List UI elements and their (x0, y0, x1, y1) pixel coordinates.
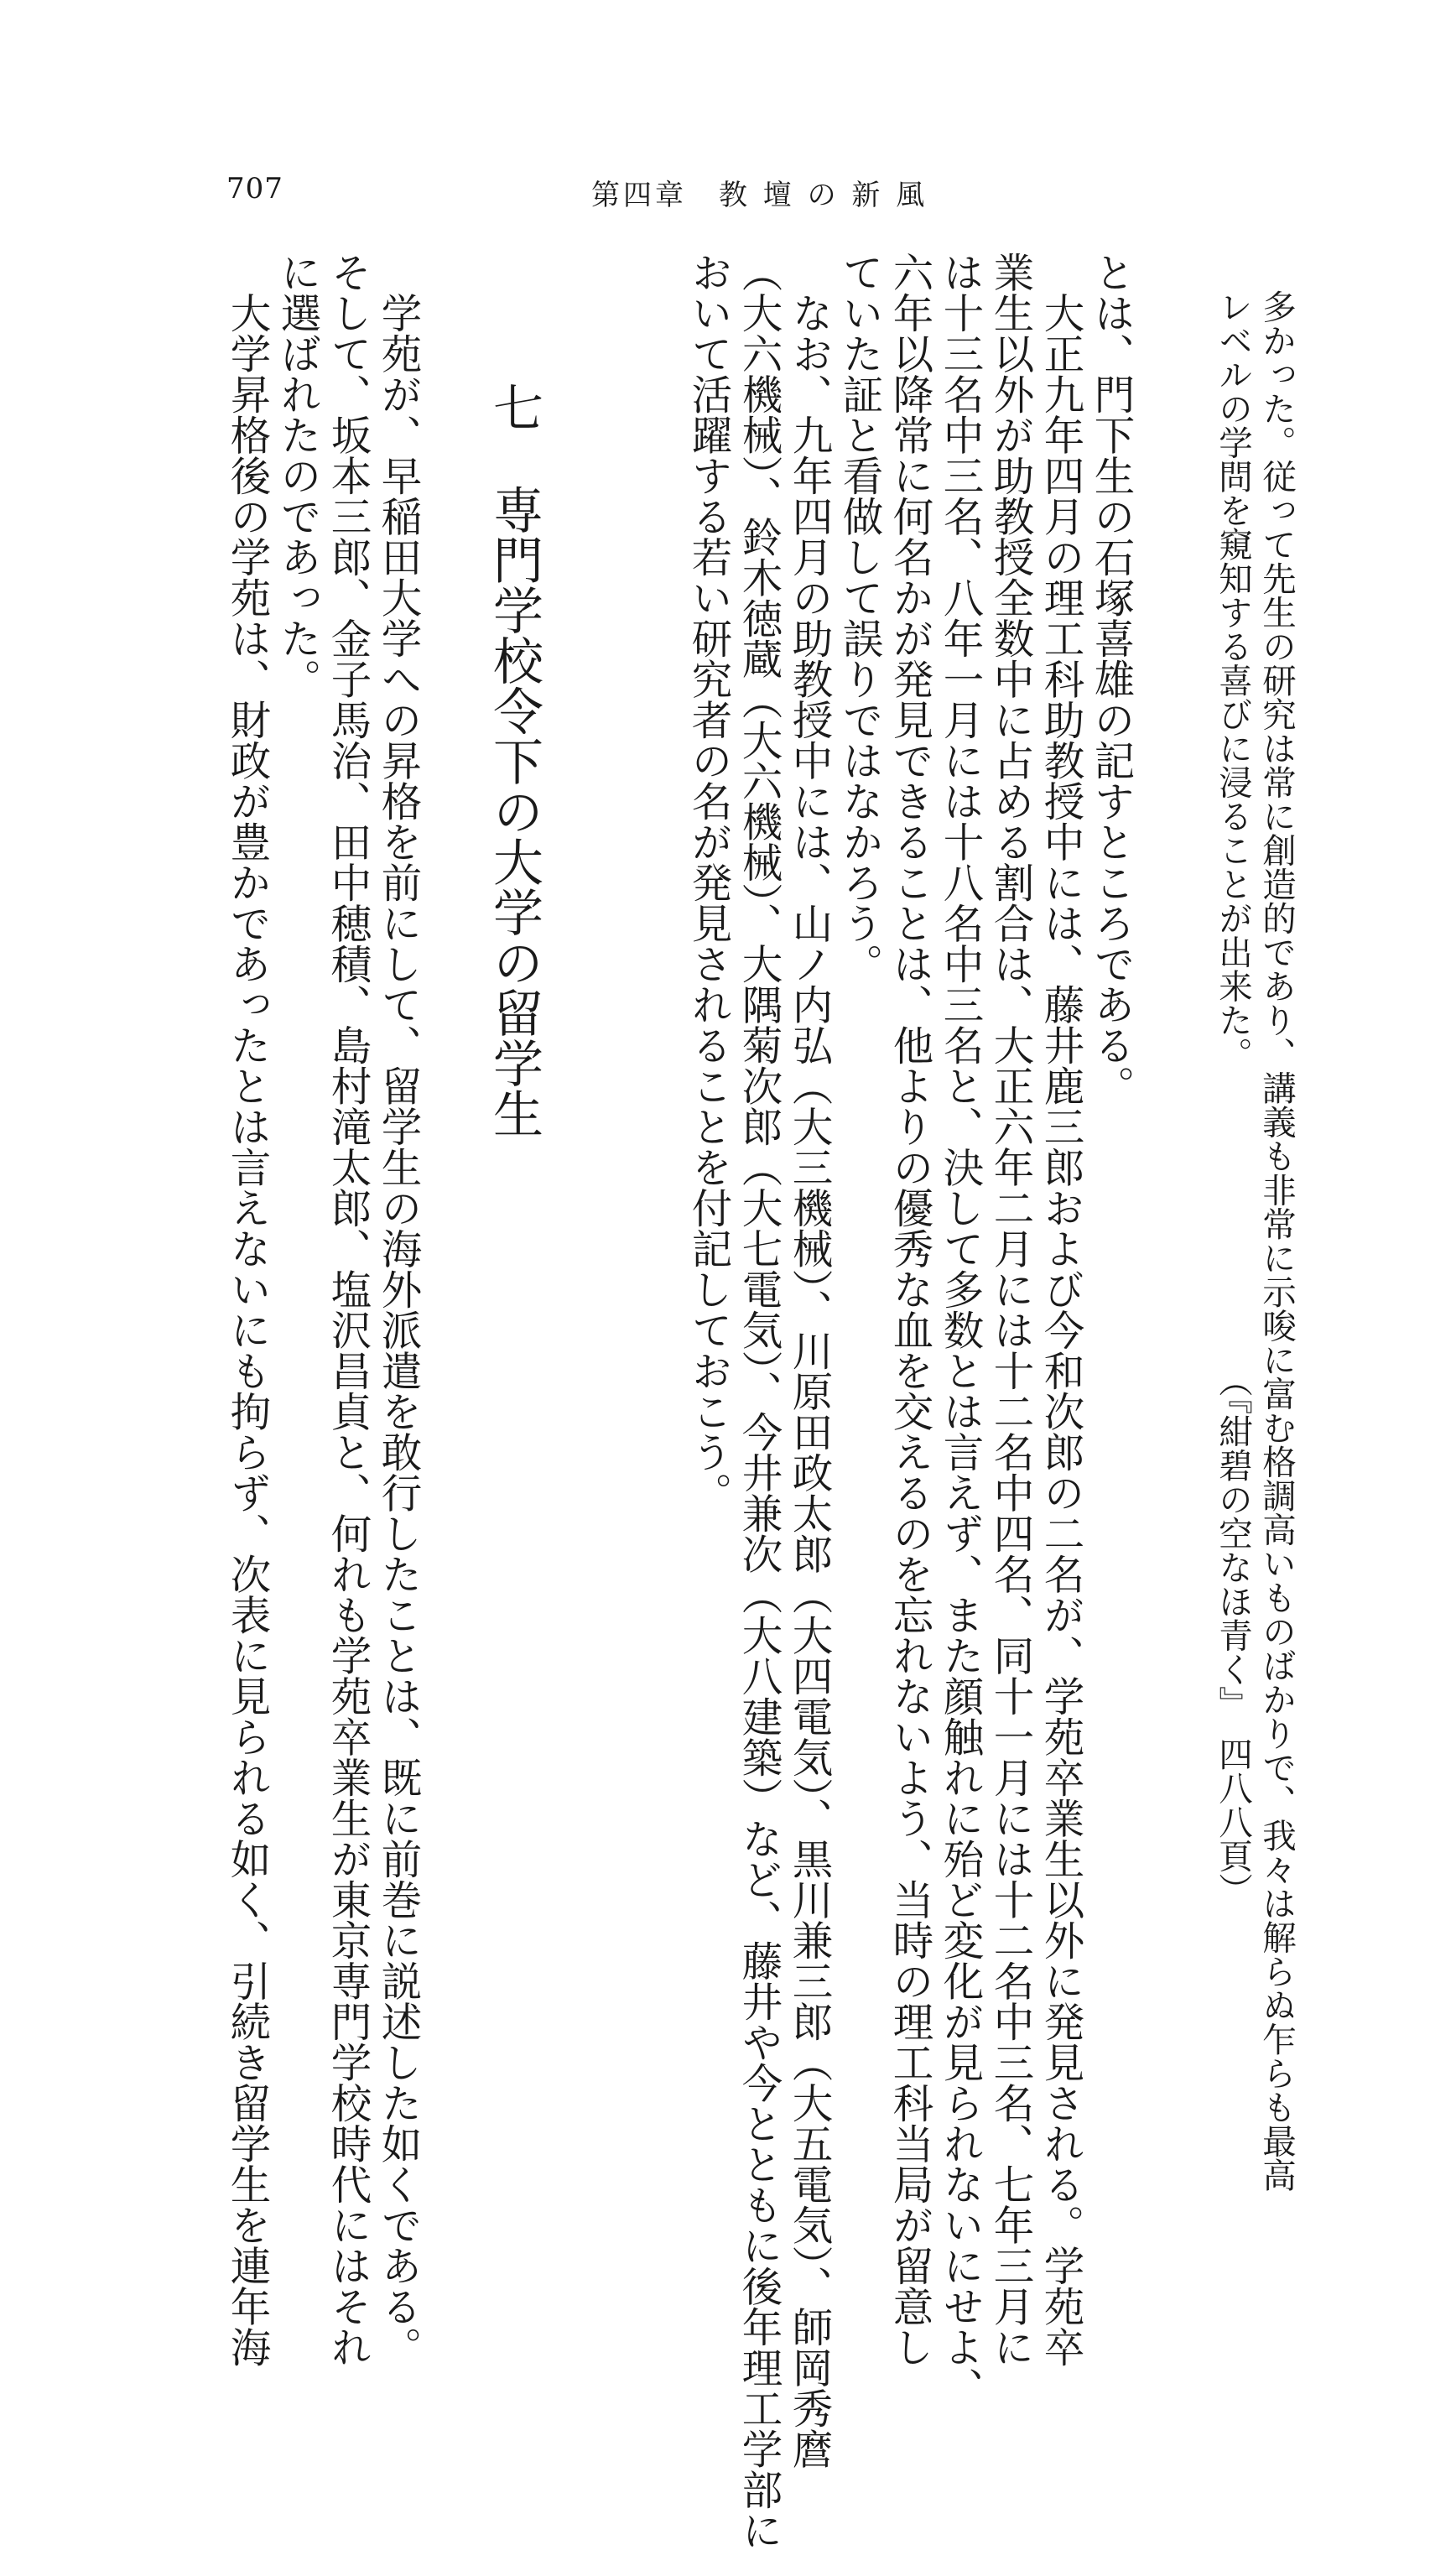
body-line: 業生以外が助教授全数中に占める割合は、大正六年二月には十二名中四名、同十一月には十二名中三名、七年三月に (986, 252, 1033, 2367)
body-line: とは、門下生の石塚喜雄の記すところである。 (1087, 252, 1134, 1106)
running-head: 第四章 教 壇 の 新 風 (591, 179, 928, 212)
body-line: 大学昇格後の学苑は、財政が豊かであったとは言えないにも拘らず、次表に見られる如く、引続き留学生を連年海 (223, 252, 270, 2367)
body-line: 大正九年四月の理工科助教授中には、藤井鹿三郎および今和次郎の二名が、学苑卒業生以外に発見される。学苑卒 (1037, 252, 1084, 2367)
quote-line: 多かった。従って先生の研究は常に創造的であり、講義も非常に示唆に富む格調高いものばかりで、我々は解らぬ乍らも最高 (1256, 289, 1297, 2192)
section-number: 七 (485, 382, 543, 432)
quote-line: レベルの学問を窺知する喜びに浸ることが出来た。 (1213, 289, 1253, 1071)
body-line: （大六機械）、鈴木徳蔵（大六機械）、大隅菊次郎（大七電気）、今井兼次（大八建築）など、藤井や今とともに後年理工学部に (735, 252, 782, 2550)
body-line: なお、九年四月の助教授中には、山ノ内弘（大三機械）、川原田政太郎（大四電気）、黒川兼三郎（大五電気）、師岡秀麿 (785, 252, 832, 2469)
body-line: に選ばれたのであった。 (273, 252, 320, 700)
quote-citation: （『紺碧の空なほ青く』 四八八頁） (1213, 1363, 1253, 1907)
body-line: ていた証と看做して誤りではなかろう。 (835, 252, 882, 984)
body-line: 学苑が、早稲田大学への昇格を前にして、留学生の海外派遣を敢行したことは、既に前巻に説述した如くである。 (374, 252, 421, 2367)
page-number: 707 (226, 172, 283, 206)
body-line: おいて活躍する若い研究者の名が発見されることを付記しておこう。 (684, 252, 731, 1513)
section-title: 専門学校令下の大学の留学生 (485, 484, 543, 1138)
section-heading (482, 382, 546, 1138)
body-line: 六年以降常に何名かが発見できることは、他よりの優秀な血を交えるのを忘れないよう、当時の理工科当局が留意し (886, 252, 933, 2367)
body-line: そして、坂本三郎、金子馬治、田中穂積、島村滝太郎、塩沢昌貞と、何れも学苑卒業生が東京専門学校時代にはそれ (324, 252, 371, 2367)
body-line: は十三名中三名、八年一月には十八名中三名と、決して多数とは言えず、また顔触れに殆ど変化が見られないにせよ、 (936, 252, 983, 2408)
